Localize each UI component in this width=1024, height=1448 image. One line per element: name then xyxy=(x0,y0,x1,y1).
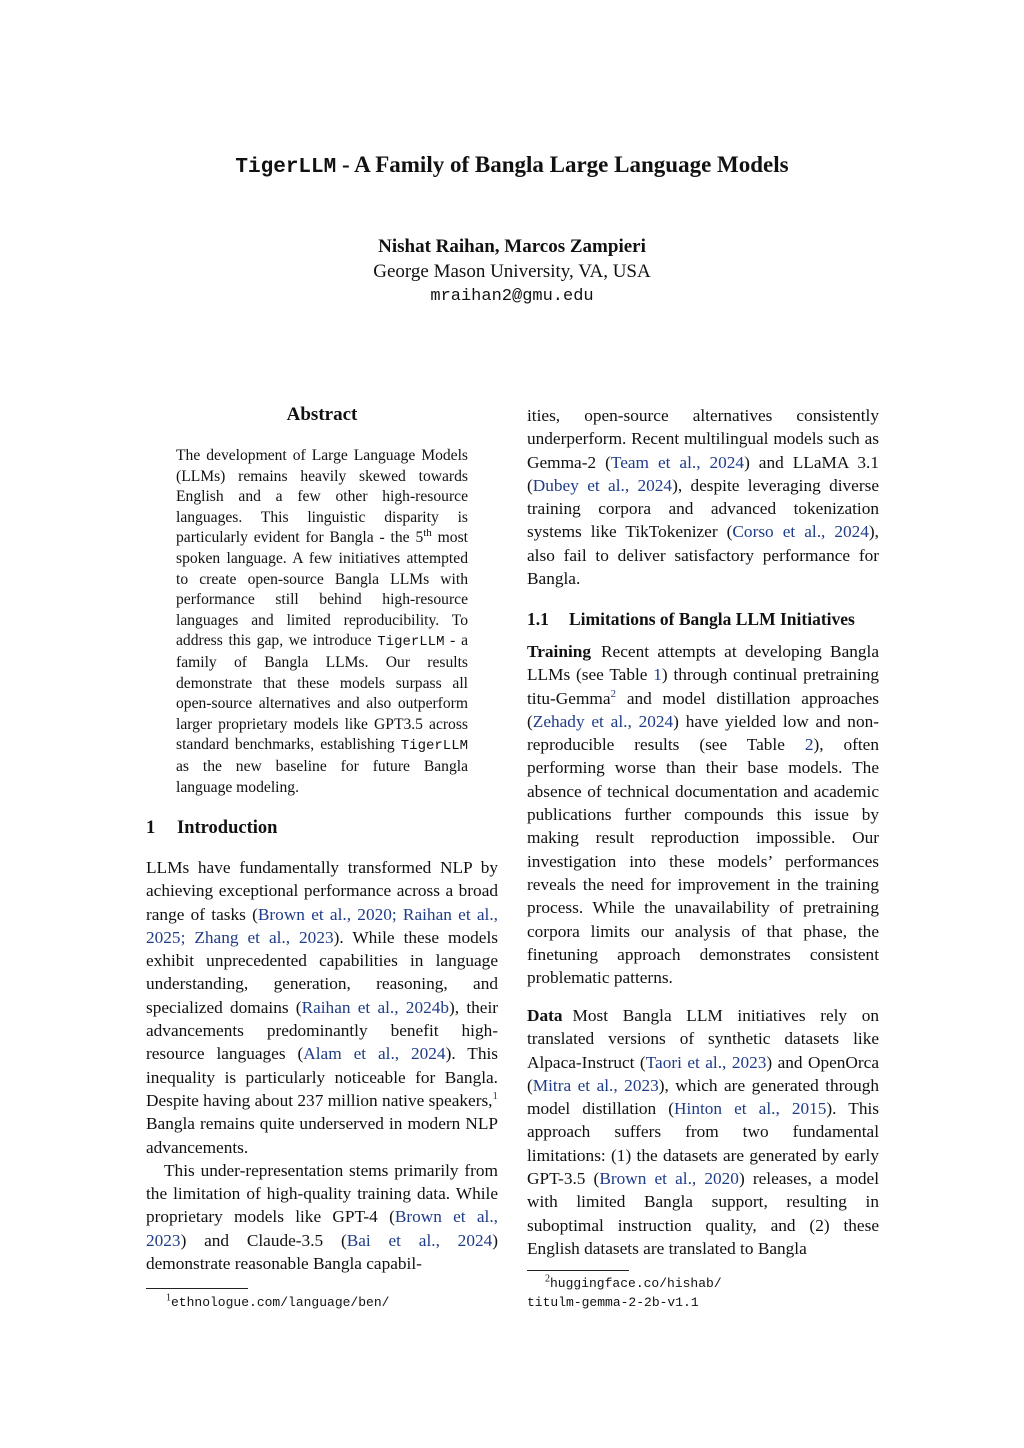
footnote-rule xyxy=(146,1288,248,1289)
footnote-url[interactable]: titulm-gemma-2-2b-v1.1 xyxy=(527,1295,699,1310)
data-paragraph xyxy=(527,1004,879,1260)
section-title: Introduction xyxy=(177,818,278,838)
abstract-model-name: TigerLLM xyxy=(400,738,468,755)
citation-link[interactable]: Corso et al., 2024 xyxy=(732,522,869,542)
body-text: ) through continual pretraining titu-Gemma xyxy=(527,665,879,708)
author-names: Nishat Raihan, Marcos Zampieri xyxy=(378,236,646,257)
body-text: ) demonstrate reasonable Bangla capabil- xyxy=(146,1230,499,1274)
body-text: LLMs have fundamentally transformed NLP by achieving exceptional performance across a broad range of tasks ( xyxy=(146,858,498,924)
run-in-heading: Data xyxy=(527,1006,563,1025)
body-text: ) and Claude-3.5 ( xyxy=(180,1230,347,1250)
author-affiliation: George Mason University, VA, USA xyxy=(373,261,651,282)
body-text: ), also fail to deliver satisfactory performance for Bangla. xyxy=(527,522,879,589)
subsection-number: 1.1 xyxy=(527,609,549,629)
abstract-text: The development of Large Language Models (LLMs) remains heavily skewed towards English and a few other high-resource languages. This linguistic disparity is particularly evident for Bangla - the 5 xyxy=(176,447,468,547)
body-text: ). This inequality is particularly noticeable for Bangla. Despite having about 237 million native speakers, xyxy=(146,1044,498,1110)
body-text: ), their advancements predominantly benefit high-resource languages ( xyxy=(146,997,498,1064)
title-model-name: TigerLLM xyxy=(235,156,337,179)
citation-link[interactable]: Brown et al., 2020; Raihan et al., 2025; Zhang et al., 2023 xyxy=(146,904,498,947)
footnote-line xyxy=(527,1274,722,1293)
abstract-superscript: th xyxy=(423,527,432,540)
footnote-number: 2 xyxy=(545,1273,550,1285)
body-text: Recent attempts at developing Bangla LLMs (see Table xyxy=(527,642,879,685)
table-ref-link[interactable]: 1 xyxy=(653,665,662,685)
training-paragraph xyxy=(527,640,879,989)
subsection-heading-limitations xyxy=(527,609,855,630)
section-heading-introduction xyxy=(146,818,277,839)
footnote-url[interactable]: ethnologue.com/language/ben/ xyxy=(171,1295,390,1310)
citation-link[interactable]: Taori et al., 2023 xyxy=(645,1052,767,1072)
footnote-line xyxy=(527,1293,722,1312)
title-text: - A Family of Bangla Large Language Models xyxy=(336,152,789,177)
footnote-marker[interactable]: 1 xyxy=(492,1090,498,1103)
paragraph xyxy=(527,640,879,989)
citation-link[interactable]: Dubey et al., 2024 xyxy=(532,475,673,495)
body-text: ) and LLaMA 3.1 ( xyxy=(527,452,879,495)
paper-title xyxy=(0,152,1024,179)
footnote-2 xyxy=(527,1274,722,1312)
footnote-1 xyxy=(166,1293,389,1312)
body-text: Most Bangla LLM initiatives rely on translated versions of synthetic datasets like Alpaca-Instruct ( xyxy=(527,1006,879,1072)
citation-link[interactable]: Team et al., 2024 xyxy=(610,452,745,472)
body-text: ). This approach suffers from two fundamental limitations: (1) the datasets are generated by early GPT-3.5 ( xyxy=(527,1099,879,1189)
footnote-number: 1 xyxy=(166,1292,171,1304)
abstract-body xyxy=(176,446,468,798)
intro-paragraph xyxy=(146,856,498,1159)
run-in-heading: Training xyxy=(527,642,592,661)
right-column-continuation xyxy=(527,404,879,590)
body-text: ) releases, a model with limited Bangla support, resulting in suboptimal instruction quality, and (2) these English datasets are translated to Bangla xyxy=(527,1169,880,1258)
citation-link[interactable]: Zehady et al., 2024 xyxy=(532,711,674,731)
section-number: 1 xyxy=(146,818,156,838)
paragraph xyxy=(527,1004,879,1260)
abstract-text: as the new baseline for future Bangla language modeling. xyxy=(176,757,468,796)
body-text: ), despite leveraging diverse training corpora and advanced tokenization systems like TikTokenizer ( xyxy=(527,475,879,542)
body-text: ), which are generated through model distillation ( xyxy=(527,1075,879,1119)
footnote-marker[interactable]: 2 xyxy=(610,687,617,700)
citation-link[interactable]: Alam et al., 2024 xyxy=(303,1044,446,1064)
footnote-url[interactable]: huggingface.co/hishab/ xyxy=(550,1276,722,1291)
body-text: This under-representation stems primarily from the limitation of high-quality training data. While proprietary models like GPT-4 ( xyxy=(146,1160,498,1227)
subsection-title: Limitations of Bangla LLM Initiatives xyxy=(569,609,855,629)
body-text: ) have yielded low and non-reproducible results (see Table xyxy=(527,711,879,755)
body-text: ), often performing worse than their base models. The absence of technical documentation and academic publications further compounds this issue by making result reproduction impossible. Our investigation into these models’ performances reveals the need for improvement in the training process. While the unavailability of pretraining corpora limits our analysis of that phase, the finetuning approach demonstrates consistent problematic patterns. xyxy=(527,735,879,988)
left-column-body xyxy=(146,856,498,1275)
author-email[interactable]: mraihan2@gmu.edu xyxy=(430,287,594,306)
citation-link[interactable]: Mitra et al., 2023 xyxy=(532,1075,659,1095)
abstract-text: - a family of Bangla LLMs. Our results demonstrate that these models surpass all open-source alternatives and also outperform larger proprietary models like GPT3.5 across standard benchmarks, establishing xyxy=(176,632,468,754)
abstract-text: most spoken language. A few initiatives attempted to create open-source Bangla LLMs with performance still behind high-resource languages and limited reproducibility. To address this gap, we introduce xyxy=(176,529,468,650)
intro-paragraph xyxy=(146,1159,498,1275)
citation-link[interactable]: Brown et al., 2023 xyxy=(146,1207,498,1250)
citation-link[interactable]: Brown et al., 2020 xyxy=(599,1169,739,1189)
citation-link[interactable]: Hinton et al., 2015 xyxy=(674,1099,827,1119)
intro-paragraph xyxy=(527,404,879,590)
body-text: ). While these models exhibit unprecedented capabilities in language understanding, generation, reasoning, and specialized domains ( xyxy=(146,927,498,1017)
body-text: ) and OpenOrca ( xyxy=(527,1052,879,1095)
footnote-rule xyxy=(527,1270,629,1271)
citation-link[interactable]: Bai et al., 2024 xyxy=(346,1230,493,1250)
abstract-heading: Abstract xyxy=(286,404,358,425)
body-text: ities, open-source alternatives consistently underperform. Recent multilingual models such as Gemma-2 ( xyxy=(527,406,879,472)
table-ref-link[interactable]: 2 xyxy=(804,735,814,755)
body-text: and model distillation approaches ( xyxy=(527,688,879,731)
citation-link[interactable]: Raihan et al., 2024b xyxy=(301,997,450,1017)
abstract-model-name: TigerLLM xyxy=(377,634,445,651)
body-text: Bangla remains quite underserved in modern NLP advancements. xyxy=(146,1114,498,1157)
